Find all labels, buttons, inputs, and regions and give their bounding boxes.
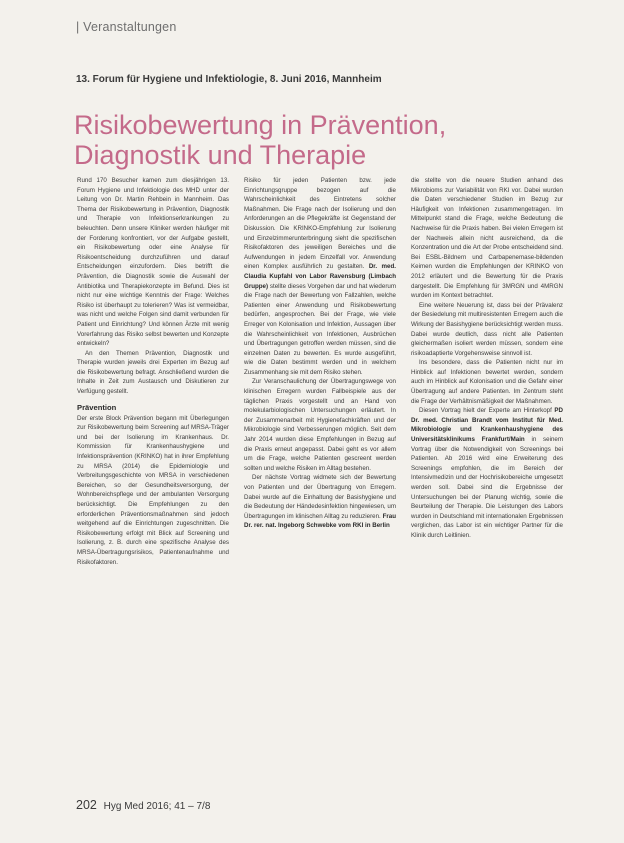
paragraph: Rund 170 Besucher kamen zum diesjährigen 13. Forum Hygiene und Infektiologie des MHD unter der Leitung von Dr. Martin Rehbein in Mannheim. Das Thema der Risikobewertung in Prävention, Diagnostik und Therapie von Infektionserkrankungen zu beleuchten. Denn unsere Kliniker werden häufiger mit der Forderung konfrontiert, vor der Aufgabe gestellt, ein Risikobewertung oder eine Analyse für Risikoentscheidung durchzuführen und darauf Entscheidungen einzufordern. Dies betrifft die Prävention, die Diagnostik sowie die Auswahl der Antibiotika und Therapiekonzepte im Befund. Dies ist nicht nur eine wichtige Kenntnis der Frage: Welches Risiko ist überhaupt zu tolerieren? Was ist vermeidbar, was nicht und welche Folgen sind damit verbunden für Patient und Einrichtung? Und können Ärzte mit wenig Vorerfahrung das Risiko selbst bewerten und Konzepte entwickeln? (77, 177, 229, 348)
text-column-1 (77, 176, 229, 751)
paragraph-text: Der nächste Vortrag widmete sich der Bewertung von Patienten und der Übertragung von Erregern. Dabei wurde auf die Einhaltung der Basishygiene und die Bedeutung der Händedesinfektion hingewiesen, um Übertragungen im klinischen Alltag zu reduzieren. (244, 474, 396, 520)
paragraph: Eine weitere Neuerung ist, dass bei der Prävalenz der Besiedelung mit multiresistenten Erregern auch die Wirkung der Basishygiene berücksichtigt werden muss. Dabei wurde deutlich, dass nicht alle Patienten gleichermaßen isoliert werden müssen, sondern eine risikoadaptierte Vorgehensweise sinnvoll ist. (411, 301, 563, 357)
paragraph-text: Risiko für jeden Patienten bzw. jede Einrichtungsgruppe bezogen auf die Wahrscheinlichkeit des Eintretens solcher Maßnahmen. Die Frage nach der Isolierung und den Anforderungen an die Pflegekräfte ist Gegenstand der Diskussion. Die KRINKO-Empfehlung zur Isolierung und Einzelzimmerunterbringung sieht die spezifischen Risikofaktoren des jeweiligen Bereiches und die Aufwendungen in jedem Einzelfall vor. Anwendung einen Komplex ausführlich zu gestalten. (244, 177, 396, 271)
paragraph: Der erste Block Prävention begann mit Überlegungen zur Risikobewertung beim Screening auf MRSA-Träger und bei der Isolierung im Krankenhaus. Dr. Kommission für Krankenhaushygiene und Infektionsprävention (KRINKO) hat in ihrer Empfehlung zu MRSA (2014) die Epidemiologie und Verbreitungsgeschichte von MRSA in verschiedenen Bereichen, so der Gesundheitsversorgung, der Wohnbereichspflege und der ambulanten Versorgung berücksichtigt. Die Empfehlungen zu den erforderlichen Präventionsmaßnahmen sind jedoch weitgehend auf die Einrichtungen zugeschnitten. Die Risikobewertung erfolgt mit Blick auf Screening und Isolierung, z. B. durch eine spezifische Analyse des MRSA-Übertragungsrisikos, Patientenaufnahme und Risikofaktoren. (77, 414, 229, 566)
journal-citation: Hyg Med 2016; 41 – 7/8 (103, 801, 211, 812)
speaker-name: Frau Dr. rer. nat. Ingeborg Schwebke vom RKI in Berlin (244, 512, 396, 530)
text-column-2 (244, 176, 396, 751)
speaker-name: Dr. med. Claudia Kupfahl von Labor Ravensburg (Limbach Gruppe) (244, 263, 396, 290)
paragraph-text: in seinem Vortrag über die Notwendigkeit von Screenings bei Patienten. Ab 2016 wird eine Erweiterung des Screenings empfohlen, die im Bereich der Intensivmedizin und der Hochrisikobereiche umgesetzt werden soll. Dabei sind die Ergebnisse der Untersuchungen bei der Planung wichtig, sowie die Beurteilung der Therapie. Die Leistungen des Labors wurden in Deutschland mit internationalen Ergebnissen verglichen, das Labor ist ein wichtiger Partner für die Klinik durch Leitlinien. (411, 436, 563, 539)
paragraph-text: Diesen Vortrag hielt der Experte am Hinterkopf (419, 407, 552, 415)
paragraph (244, 473, 396, 531)
page-title: Risikobewertung in Prävention, Diagnostik und Therapie (74, 110, 447, 171)
page-number: 202 (76, 798, 97, 812)
text-column-3 (411, 176, 563, 751)
paragraph: die stellte von die neuere Studien anhand des Mikrobioms zur Variabilität von RKI vor. Dabei wurden die Daten verschiedener Studien im Bezug zur Häufigkeit von Infektionen zusammengetragen. Im Mittelpunkt stand die Frage, welche Bedeutung die Nachweise für die Praxis haben. Bei vielen Erregern ist der Nachweis allein nicht ausreichend, da die Konzentration und die Art der Probe entscheidend sind. Bei ESBL-Bildnern und Carbapenemase-bildenden Keimen wurden die Empfehlungen der KRINKO von 2012 erläutert und die Bewertung für die Praxis dargestellt. Die Empfehlung für 3MRGN und 4MRGN wurden im Kontext betrachtet. (411, 177, 563, 300)
paragraph (244, 176, 396, 377)
paragraph: Ins besondere, dass die Patienten nicht nur im Hinblick auf Infektionen bewertet werden, sondern auch im Hinblick auf Kolonisation und die Gefahr einer Übertragung auf andere Patienten. Im Zentrum steht die Frage der Verhältnismäßigkeit der Maßnahmen. (411, 359, 563, 405)
speaker-name: PD Dr. med. Christian Brandt vom Institut für Med. Mikrobiologie und Krankenhaushygiene des Universitätsklinikums Frankfurt/Main (411, 407, 563, 444)
paragraph-text: stellte dieses Vorgehen dar und hat wiederum die Frage nach der Bewertung von Fallzahlen, welche Patienten einer Anwendung und Risikobewertung bedürfen, angesprochen. Bei der Frage, wie viele Erreger von Kolonisation und Infektion, Aussagen über die Wahrscheinlichkeit von Infektionen, Ausbrüchen und Übertragungen getroffen werden müssen, sind die einzelnen Daten zu bewerten. Es wurde ausgeführt, wie die Daten bestimmt werden und in welchem Zusammenhang sie mit dem Risiko stehen. (244, 282, 396, 376)
event-line: 13. Forum für Hygiene und Infektiologie, 8. Juni 2016, Mannheim (76, 74, 382, 85)
paragraph: Zur Veranschaulichung der Übertragungswege von klinischen Erregern wurden Fallbeispiele aus der täglichen Praxis vorgestellt und an Hand von molekularbiologischen Untersuchungen erläutert. In der Zusammenarbeit mit Hygienefachkräften und der Mikrobiologie sind Verbesserungen möglich. Seit dem Jahr 2014 wurden diese Empfehlungen in Bezug auf die Praxis erneut angepasst. Dabei geht es vor allem um die Frage, welche Patienten gescreent werden sollten und welche Risiken im Alltag bestehen. (244, 378, 396, 472)
section-tag: | Veranstaltungen (76, 20, 177, 34)
paragraph: An den Themen Prävention, Diagnostik und Therapie wurden jeweils drei Experten im Bezug auf die Risikobewertung befragt. Anschließend wurden die Inhalte in Zeit zum Austausch und Diskutieren zur Verfügung gestellt. (77, 349, 229, 396)
subheading-praevention: Prävention (77, 402, 117, 412)
page-footer (76, 798, 210, 812)
paragraph (411, 406, 563, 540)
